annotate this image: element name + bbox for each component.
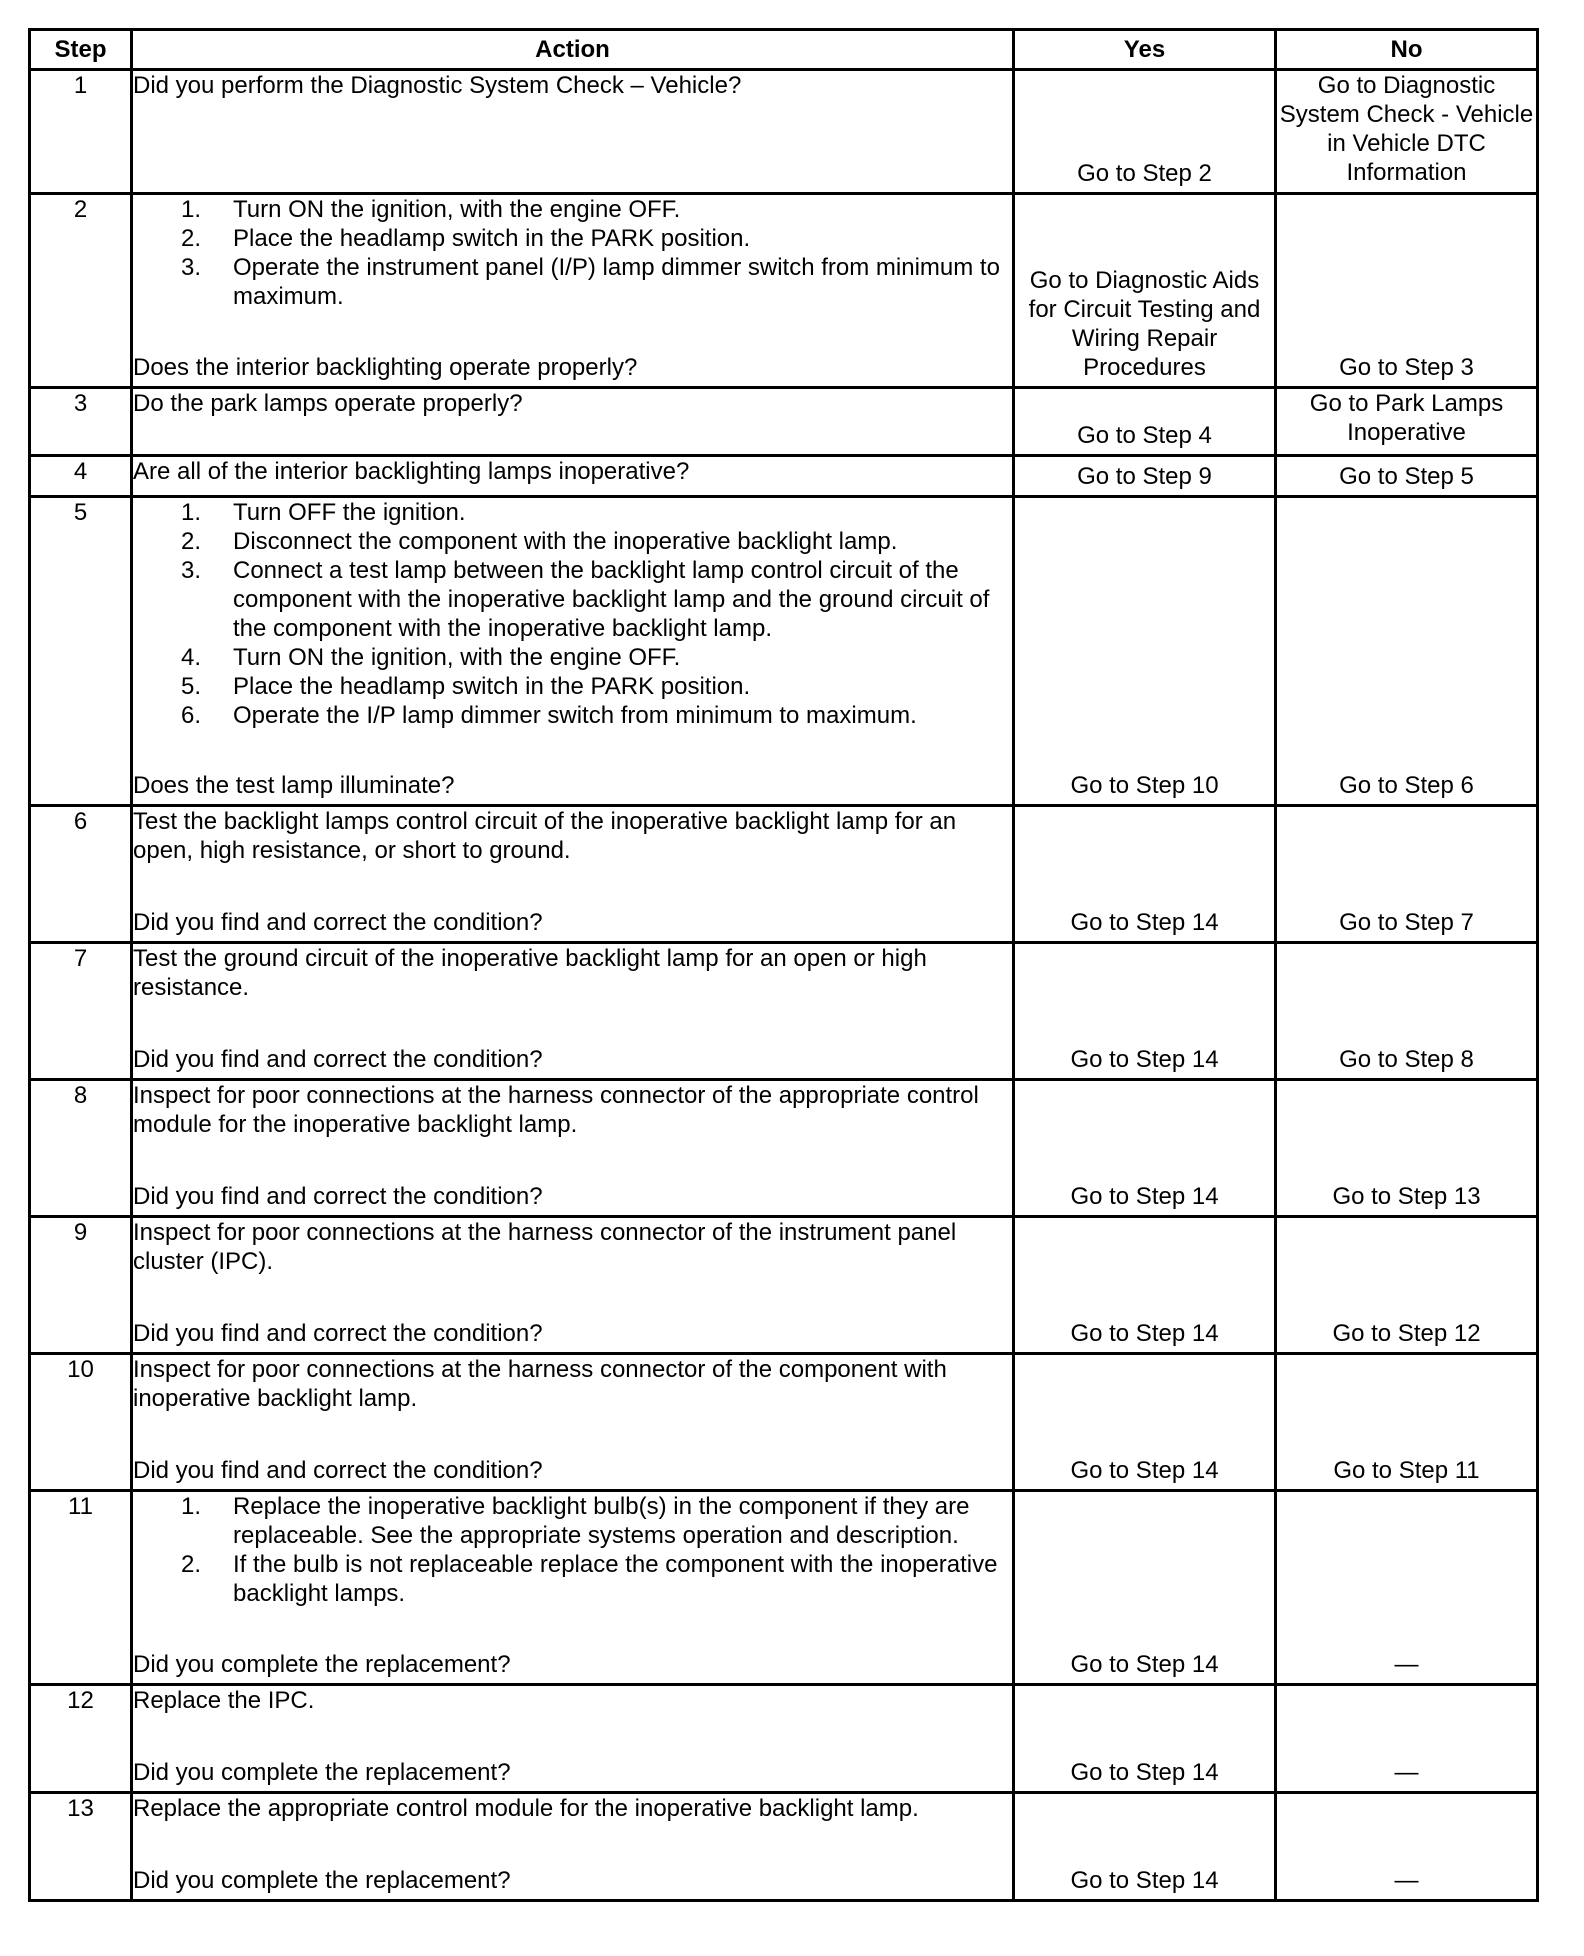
step-number: 13: [30, 1793, 132, 1901]
procedure-item-number: 1.: [181, 196, 202, 223]
procedure-list: [133, 498, 1012, 730]
step-number: 4: [30, 456, 132, 497]
action-body: [133, 389, 1012, 418]
table-row: [30, 1793, 1538, 1901]
step-number: 11: [30, 1491, 132, 1685]
procedure-item-number: 3.: [181, 254, 202, 281]
procedure-item-text: Disconnect the component with the inoperative backlight lamp.: [233, 528, 898, 555]
action-question: Did you find and correct the condition?: [133, 1320, 543, 1347]
no-outcome-text: Go to Diagnostic System Check - Vehicle in Vehicle DTC Information: [1279, 72, 1534, 186]
no-outcome: [1276, 806, 1538, 943]
yes-outcome-text: Go to Step 4: [1077, 422, 1212, 449]
action-body: [133, 1081, 1012, 1139]
procedure-item-text: If the bulb is not replaceable replace the component with the inoperative backlight lamps.: [233, 1551, 998, 1607]
action-body: [133, 1492, 1012, 1608]
action-question: Did you find and correct the condition?: [133, 909, 543, 936]
action-cell: [132, 1354, 1014, 1491]
step-number: 5: [30, 497, 132, 806]
step-number: 3: [30, 388, 132, 456]
yes-outcome: [1014, 1080, 1276, 1217]
action-body: [133, 457, 1012, 486]
action-text: Replace the IPC.: [133, 1687, 315, 1714]
table-row: [30, 388, 1538, 456]
action-text: Replace the appropriate control module for the inoperative backlight lamp.: [133, 1795, 919, 1822]
procedure-item: [133, 498, 1012, 527]
yes-outcome: [1014, 1491, 1276, 1685]
table-row: [30, 497, 1538, 806]
action-question: Does the test lamp illuminate?: [133, 772, 455, 799]
action-question: Did you complete the replacement?: [133, 1759, 511, 1786]
yes-outcome: [1014, 388, 1276, 456]
procedure-item-text: Turn ON the ignition, with the engine OFF.: [233, 644, 681, 671]
header-action: Action: [132, 30, 1014, 70]
header-row: [30, 30, 1538, 70]
action-text: Did you perform the Diagnostic System Check – Vehicle?: [133, 72, 742, 99]
action-text: Test the ground circuit of the inoperative backlight lamp for an open or high resistance.: [133, 945, 927, 1001]
action-cell: [132, 456, 1014, 497]
yes-outcome: [1014, 456, 1276, 497]
procedure-item-number: 2.: [181, 225, 202, 252]
action-cell: [132, 806, 1014, 943]
step-number: 8: [30, 1080, 132, 1217]
yes-outcome: [1014, 806, 1276, 943]
procedure-item-text: Place the headlamp switch in the PARK position.: [233, 673, 751, 700]
no-outcome: [1276, 1080, 1538, 1217]
procedure-item: [133, 1550, 1012, 1608]
procedure-item-number: 1.: [181, 1493, 202, 1520]
action-question: Did you find and correct the condition?: [133, 1046, 543, 1073]
table-row: [30, 1491, 1538, 1685]
procedure-item-text: Turn OFF the ignition.: [233, 499, 466, 526]
yes-outcome-text: Go to Step 14: [1070, 909, 1219, 936]
yes-outcome: [1014, 194, 1276, 388]
action-body: [133, 1686, 1012, 1715]
action-text: Inspect for poor connections at the harness connector of the appropriate control module for the inoperative backlight lamp.: [133, 1082, 979, 1138]
header-yes: Yes: [1014, 30, 1276, 70]
no-outcome-text: Go to Park Lamps Inoperative: [1309, 390, 1504, 446]
header-no: No: [1276, 30, 1538, 70]
yes-outcome-text: Go to Step 14: [1070, 1457, 1219, 1484]
yes-outcome: [1014, 1793, 1276, 1901]
yes-outcome: [1014, 497, 1276, 806]
table-row: [30, 1354, 1538, 1491]
procedure-item-text: Turn ON the ignition, with the engine OFF.: [233, 196, 681, 223]
no-outcome-text: —: [1394, 1759, 1419, 1786]
table-row: [30, 943, 1538, 1080]
no-outcome: [1276, 1491, 1538, 1685]
action-body: [133, 1794, 1012, 1823]
yes-outcome: [1014, 70, 1276, 194]
procedure-item-number: 3.: [181, 557, 202, 584]
action-text: Are all of the interior backlighting lamps inoperative?: [133, 458, 690, 485]
action-body: [133, 1355, 1012, 1413]
action-cell: [132, 388, 1014, 456]
action-text: Test the backlight lamps control circuit of the inoperative backlight lamp for an open, high resistance, or short to ground.: [133, 808, 957, 864]
no-outcome-text: Go to Step 12: [1332, 1320, 1481, 1347]
yes-outcome-text: Go to Step 14: [1070, 1046, 1219, 1073]
no-outcome: [1276, 1685, 1538, 1793]
yes-outcome-text: Go to Step 2: [1077, 160, 1212, 187]
no-outcome-text: Go to Step 13: [1332, 1183, 1481, 1210]
procedure-list: [133, 195, 1012, 311]
no-outcome-text: —: [1394, 1651, 1419, 1678]
action-text: Inspect for poor connections at the harness connector of the component with inoperative backlight lamp.: [133, 1356, 947, 1412]
diagnostic-table: [28, 28, 1539, 1902]
yes-outcome-text: Go to Step 14: [1070, 1320, 1219, 1347]
no-outcome-text: Go to Step 5: [1339, 463, 1474, 490]
header-step: Step: [30, 30, 132, 70]
table-row: [30, 456, 1538, 497]
yes-outcome-text: Go to Step 14: [1070, 1759, 1219, 1786]
table-row: [30, 1217, 1538, 1354]
step-number: 6: [30, 806, 132, 943]
procedure-item: [133, 527, 1012, 556]
no-outcome-text: Go to Step 8: [1339, 1046, 1474, 1073]
action-text: Inspect for poor connections at the harness connector of the instrument panel cluster (IPC).: [133, 1219, 957, 1275]
action-cell: [132, 1793, 1014, 1901]
procedure-item: [133, 224, 1012, 253]
table-body: [30, 70, 1538, 1901]
table-row: [30, 194, 1538, 388]
procedure-item-text: Replace the inoperative backlight bulb(s) in the component if they are replaceable. See the appropriate systems operation and description.: [233, 1493, 970, 1549]
procedure-item-number: 4.: [181, 644, 202, 671]
action-body: [133, 807, 1012, 865]
action-body: [133, 944, 1012, 1002]
no-outcome: [1276, 1354, 1538, 1491]
action-text: Do the park lamps operate properly?: [133, 390, 523, 417]
yes-outcome-text: Go to Step 10: [1070, 772, 1219, 799]
procedure-item-number: 2.: [181, 528, 202, 555]
procedure-item: [133, 701, 1012, 730]
procedure-item: [133, 195, 1012, 224]
procedure-item: [133, 672, 1012, 701]
procedure-item-text: Operate the instrument panel (I/P) lamp dimmer switch from minimum to maximum.: [233, 254, 1000, 310]
procedure-list: [133, 1492, 1012, 1608]
table-row: [30, 1080, 1538, 1217]
action-body: [133, 71, 1012, 100]
procedure-item-number: 5.: [181, 673, 202, 700]
yes-outcome-text: Go to Step 14: [1070, 1651, 1219, 1678]
no-outcome: [1276, 194, 1538, 388]
procedure-item: [133, 1492, 1012, 1550]
no-outcome: [1276, 1217, 1538, 1354]
action-cell: [132, 1685, 1014, 1793]
yes-outcome: [1014, 943, 1276, 1080]
no-outcome-text: Go to Step 6: [1339, 772, 1474, 799]
yes-outcome-text: Go to Step 9: [1077, 463, 1212, 490]
procedure-item-text: Place the headlamp switch in the PARK position.: [233, 225, 751, 252]
action-cell: [132, 1491, 1014, 1685]
table-row: [30, 1685, 1538, 1793]
no-outcome-text: Go to Step 11: [1333, 1457, 1480, 1484]
yes-outcome-text: Go to Step 14: [1070, 1183, 1219, 1210]
action-body: [133, 1218, 1012, 1276]
yes-outcome-text: Go to Diagnostic Aids for Circuit Testing and Wiring Repair Procedures: [1028, 267, 1261, 381]
action-question: Does the interior backlighting operate properly?: [133, 354, 638, 381]
action-question: Did you complete the replacement?: [133, 1867, 511, 1894]
no-outcome: [1276, 388, 1538, 456]
action-body: [133, 195, 1012, 311]
no-outcome: [1276, 497, 1538, 806]
no-outcome-text: Go to Step 3: [1339, 354, 1474, 381]
no-outcome: [1276, 943, 1538, 1080]
yes-outcome: [1014, 1685, 1276, 1793]
action-cell: [132, 70, 1014, 194]
procedure-item: [133, 253, 1012, 311]
step-number: 1: [30, 70, 132, 194]
yes-outcome-text: Go to Step 14: [1070, 1867, 1219, 1894]
action-cell: [132, 1217, 1014, 1354]
step-number: 12: [30, 1685, 132, 1793]
procedure-item-number: 6.: [181, 702, 202, 729]
action-question: Did you find and correct the condition?: [133, 1183, 543, 1210]
action-question: Did you complete the replacement?: [133, 1651, 511, 1678]
step-number: 2: [30, 194, 132, 388]
procedure-item: [133, 643, 1012, 672]
procedure-item-number: 1.: [181, 499, 202, 526]
yes-outcome: [1014, 1217, 1276, 1354]
step-number: 7: [30, 943, 132, 1080]
action-question: Did you find and correct the condition?: [133, 1457, 543, 1484]
no-outcome-text: —: [1394, 1867, 1419, 1894]
procedure-item-text: Connect a test lamp between the backlight lamp control circuit of the component with the inoperative backlight lamp and the ground circuit of the component with the inoperative backlight lamp.: [233, 557, 990, 642]
table-row: [30, 70, 1538, 194]
no-outcome-text: Go to Step 7: [1339, 909, 1474, 936]
action-body: [133, 498, 1012, 730]
procedure-item: [133, 556, 1012, 643]
yes-outcome: [1014, 1354, 1276, 1491]
step-number: 9: [30, 1217, 132, 1354]
table-row: [30, 806, 1538, 943]
action-cell: [132, 194, 1014, 388]
action-cell: [132, 497, 1014, 806]
procedure-item-number: 2.: [181, 1551, 202, 1578]
procedure-item-text: Operate the I/P lamp dimmer switch from minimum to maximum.: [233, 702, 917, 729]
step-number: 10: [30, 1354, 132, 1491]
no-outcome: [1276, 456, 1538, 497]
action-cell: [132, 1080, 1014, 1217]
no-outcome: [1276, 70, 1538, 194]
no-outcome: [1276, 1793, 1538, 1901]
action-cell: [132, 943, 1014, 1080]
